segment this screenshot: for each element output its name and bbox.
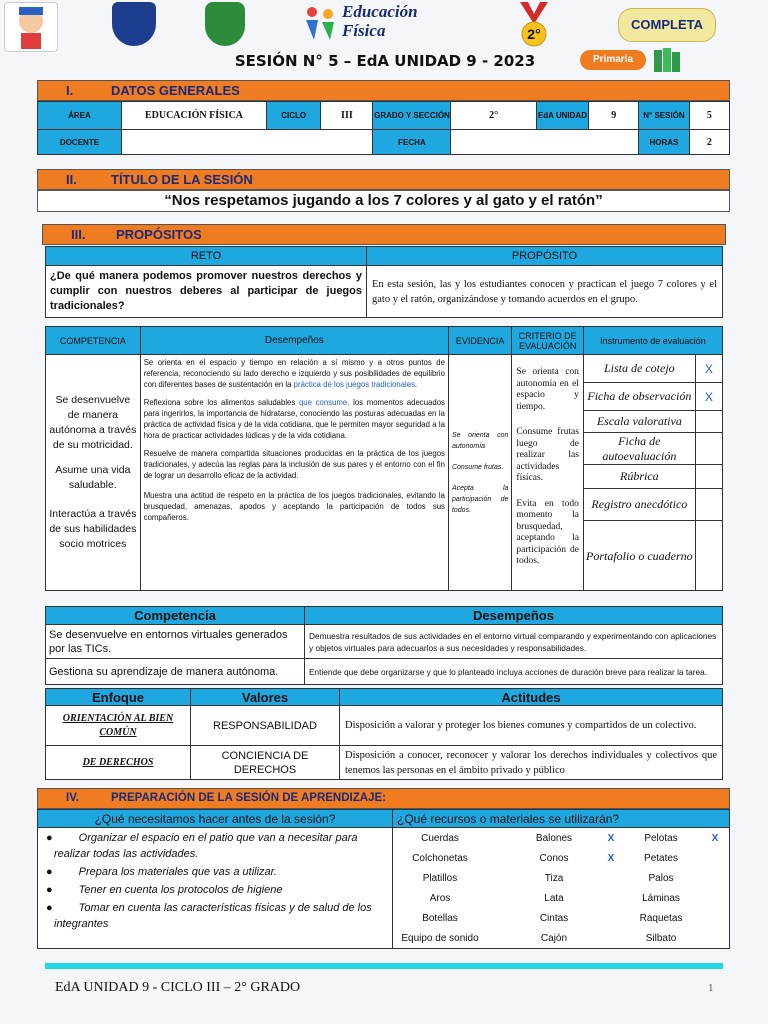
eda-value: 9	[589, 102, 639, 130]
horas-value: 2	[689, 130, 729, 155]
section-number: II.	[66, 172, 77, 187]
datos-table	[37, 101, 730, 155]
desempenos-cell	[140, 355, 448, 591]
transversal-desempeno-1: Demuestra resultados de sus actividades en el entorno virtual comparando y experimentando con aplicaciones y objetos virtuales para adecuarlos a sus necesidades y responsabilidades.	[305, 625, 723, 659]
criterio-2: Consume frutas luego de realizar las actividades físicas.	[516, 427, 579, 483]
enfoque-header: Enfoque	[46, 689, 191, 706]
instrumento-mark[interactable]	[695, 411, 722, 433]
footer-divider	[45, 963, 723, 969]
transversal-desempeno-2: Entiende que debe organizarse y que lo planteado incluya acciones de duración breve para realizar la tarea.	[305, 659, 723, 685]
instrumento-label: Escala valorativa	[583, 411, 695, 433]
actitudes-header: Actitudes	[340, 689, 723, 706]
instrumento-mark[interactable]	[695, 521, 722, 591]
instrumento-label: Registro anecdótico	[583, 489, 695, 521]
primaria-badge: Primaria	[580, 50, 646, 70]
sesion-label: N° SESIÓN	[639, 102, 690, 130]
preparacion-table	[37, 809, 730, 949]
section-number: III.	[71, 227, 86, 242]
competencias-cell	[46, 355, 141, 591]
valor-1: RESPONSABILIDAD	[191, 706, 340, 746]
section-titulo-header	[37, 169, 730, 190]
section-datos-header	[37, 80, 730, 101]
criterio-1: Se orienta con autonomía en el espacio y tiempo.	[516, 367, 579, 412]
materials-cell	[393, 828, 730, 949]
grade-badge: 2°	[527, 26, 541, 42]
material-check[interactable]: X	[711, 832, 719, 844]
material-name: Conos	[539, 852, 569, 864]
transversal-table	[45, 606, 723, 685]
material-name: Botellas	[422, 912, 458, 924]
desempeno-2c: los momentos adecuados para ingerirlos, la importancia de hidratarse, conociendo las posturas adecuadas en la práctica de actividad física y de la vida cotidiana, que le permiten mayor seguridad a la hora de practicar actividades lúdicas y de la vida cotidiana.	[143, 398, 445, 440]
section-title: DATOS GENERALES	[111, 83, 240, 98]
instrumento-label: Lista de cotejo	[583, 355, 695, 383]
material-name: Colchonetas	[412, 852, 468, 864]
competencia-3: Interactúa a través de sus habilidades socio motrices	[49, 508, 137, 550]
area-value: EDUCACIÓN FÍSICA	[121, 102, 266, 130]
material-name: Láminas	[642, 892, 680, 904]
section-title: TÍTULO DE LA SESIÓN	[111, 172, 253, 187]
enfoque-2: DE DERECHOS	[46, 746, 191, 780]
evidencia-cell	[448, 355, 511, 591]
fecha-field[interactable]	[451, 130, 639, 155]
logo-text: Educación Física	[342, 2, 418, 40]
criterio-3: Evita en todo momento la brusquedad, aceptando la participación de todos.	[516, 498, 579, 566]
footer-text: EdA UNIDAD 9 - CICLO III – 2° GRADO	[55, 980, 301, 995]
material-name: Cuerdas	[421, 832, 459, 844]
jec-logo	[618, 8, 716, 42]
jec-label: COMPLETA	[631, 17, 703, 32]
list-item	[46, 900, 388, 932]
material-name: Equipo de sonido	[401, 932, 479, 944]
antes-list	[38, 828, 393, 949]
material-name: Lata	[544, 892, 564, 904]
material-check[interactable]	[487, 928, 507, 948]
section-title: PREPARACIÓN DE LA SESIÓN DE APRENDIZAJE:	[111, 792, 386, 804]
docente-field[interactable]	[121, 130, 372, 155]
desempeno-2	[144, 397, 445, 441]
material-check[interactable]	[601, 928, 621, 948]
material-name: Cajón	[540, 932, 568, 944]
criterio-cell	[512, 355, 584, 591]
instrumento-mark[interactable]	[695, 465, 722, 489]
material-name: Balones	[535, 832, 573, 844]
material-name: Tiza	[544, 872, 564, 884]
evidencia-header: EVIDENCIA	[448, 327, 511, 355]
enfoque-1: ORIENTACIÓN AL BIEN COMÚN	[46, 706, 191, 746]
list-item	[46, 830, 388, 862]
eda-label: EdA UNIDAD	[536, 102, 589, 130]
material-name: Pelotas	[644, 832, 678, 844]
bullet-icon: ●	[46, 866, 53, 878]
instrumento-mark[interactable]: X	[695, 383, 722, 411]
material-name: Aros	[429, 892, 451, 904]
reto-header: RETO	[46, 247, 367, 266]
material-check[interactable]	[601, 868, 621, 888]
desempeno-2a: Reflexiona sobre los alimentos saludables	[143, 398, 299, 407]
session-title: “Nos respetamos jugando a los 7 colores y al gato y el ratón”	[37, 190, 730, 212]
instrumento-label: Rúbrica	[583, 465, 695, 489]
competencias-table	[45, 326, 723, 591]
antes-header: ¿Qué necesitamos hacer antes de la sesión?	[38, 810, 393, 828]
list-item-text: Tener en cuenta los protocolos de higiene	[78, 884, 283, 896]
actitud-2: Disposición a conocer, reconocer y valorar los derechos individuales y colectivos que tenemos las personas en el ámbito privado y público	[340, 746, 723, 780]
proposito-header: PROPÓSITO	[367, 247, 723, 266]
desempeno-2b: que consume,	[298, 398, 350, 407]
materials-table	[393, 828, 729, 948]
competencia-header: COMPETENCIA	[46, 327, 141, 355]
instrumento-mark[interactable]: X	[695, 355, 722, 383]
list-item-text: Organizar el espacio en el patio que van a necesitar para realizar todas las actividades.	[54, 832, 358, 860]
list-item-text: Tomar en cuenta las características físicas y de salud de los integrantes	[54, 902, 372, 930]
desempeno-4: Muestra una actitud de respeto en la práctica de los juegos tradicionales, evitando la brusquedad, amenazas, apodos y aceptando la participación de todos sus compañeros.	[143, 491, 445, 522]
section-number: IV.	[66, 792, 80, 804]
evidencia-1: Se orienta con autonomía	[451, 431, 509, 450]
transversal-competencia-2: Gestiona su aprendizaje de manera autónoma.	[46, 659, 305, 685]
desempeno-1a: Se orienta en el espacio y tiempo en relación a sí mismo y a otros puntos de referencia, reconociendo su lado derecho e izquierdo y sus posibilidades de equilibrio con diferentes bases de sustentación en la	[143, 358, 445, 389]
material-check[interactable]: X	[607, 852, 615, 864]
material-check[interactable]	[487, 908, 507, 928]
instrumento-label: Portafolio o cuaderno	[583, 521, 695, 591]
recursos-header: ¿Qué recursos o materiales se utilizarán?	[393, 810, 730, 828]
material-check[interactable]	[701, 928, 729, 948]
reto-text: ¿De qué manera podemos promover nuestros derechos y cumplir con nuestros deberes al participar de juegos tradicionales?	[46, 266, 367, 318]
material-name: Cintas	[539, 912, 569, 924]
mascot-logo	[4, 2, 58, 52]
material-check[interactable]	[487, 848, 507, 868]
evidencia-2: Consume frutas.	[451, 463, 504, 471]
instrumento-mark[interactable]	[695, 433, 722, 465]
list-item	[46, 882, 388, 898]
material-name: Platillos	[422, 872, 458, 884]
material-check[interactable]: X	[607, 832, 615, 844]
page-number: 1	[708, 982, 714, 994]
transversal-competencia-header: Competencia	[46, 607, 305, 625]
material-name: Silbato	[645, 932, 677, 944]
grado-label: GRADO Y SECCIÓN	[373, 102, 451, 130]
regional-shield-logo	[205, 2, 245, 46]
desempenos-header: Desempeños	[140, 327, 448, 355]
competencia-1: Se desenvuelve de manera autónoma a través de su motricidad.	[49, 394, 137, 451]
ciclo-value: III	[321, 102, 373, 130]
evidencia-3: Acepta la participación de todos.	[451, 484, 509, 514]
transversal-competencia-1: Se desenvuelve en entornos virtuales generados por las TICs.	[46, 625, 305, 659]
area-label: ÁREA	[38, 102, 122, 130]
material-check[interactable]	[701, 888, 729, 908]
page-title: SESIÓN N° 5 – EdA UNIDAD 9 - 2023	[234, 52, 536, 70]
material-check[interactable]	[701, 908, 729, 928]
material-check[interactable]	[701, 868, 729, 888]
instrumento-header: Instrumento de evaluación	[583, 327, 722, 355]
instrumento-label: Ficha de observación	[583, 383, 695, 411]
material-check[interactable]	[487, 868, 507, 888]
sesion-value: 5	[689, 102, 729, 130]
material-check[interactable]	[601, 888, 621, 908]
proposito-text: En esta sesión, las y los estudiantes conocen y practican el juego 7 colores y el gato y el ratón, organizándose y tomando acuerdos en el grupo.	[367, 266, 723, 318]
grado-value: 2°	[451, 102, 536, 130]
material-name: Raquetas	[639, 912, 683, 924]
docente-label: DOCENTE	[38, 130, 122, 155]
reto-table	[45, 246, 723, 318]
fecha-label: FECHA	[373, 130, 451, 155]
section-title: PROPÓSITOS	[116, 227, 202, 242]
material-check[interactable]	[601, 908, 621, 928]
enfoques-table	[45, 688, 723, 780]
material-name: Petates	[644, 852, 678, 864]
bullet-icon: ●	[46, 832, 53, 844]
ciclo-label: CICLO	[267, 102, 321, 130]
educacion-fisica-logo	[300, 2, 460, 46]
list-item	[46, 864, 388, 880]
header-banner	[0, 0, 768, 50]
valores-header: Valores	[191, 689, 340, 706]
transversal-desempenos-header: Desempeños	[305, 607, 723, 625]
valor-2: CONCIENCIA DE DERECHOS	[191, 746, 340, 780]
horas-label: HORAS	[639, 130, 690, 155]
desempeno-1	[144, 357, 445, 390]
section-propositos-header	[42, 224, 726, 245]
instrumento-label: Ficha de autoevaluación	[583, 433, 695, 465]
criterio-header: CRITERIO DE EVALUACIÓN	[512, 327, 584, 355]
desempeno-1b: práctica de los juegos tradicionales.	[293, 380, 418, 389]
grade-medal	[514, 2, 554, 48]
list-item-text: Prepara los materiales que vas a utilizar.	[78, 866, 277, 878]
school-shield-logo	[112, 2, 156, 46]
material-name: Palos	[648, 872, 674, 884]
desempeno-3: Resuelve de manera compartida situaciones producidas en la práctica de los juegos tradicionales, y adecúa las reglas para la inclusión de sus pares y el entorno con el fin de lograr un desarrollo eficaz de la actividad.	[143, 449, 445, 480]
material-check[interactable]	[487, 828, 507, 848]
section-preparacion-header	[37, 788, 730, 809]
competencia-2: Asume una vida saludable.	[55, 464, 131, 491]
bullet-icon: ●	[46, 902, 53, 914]
actitud-1: Disposición a valorar y proteger los bienes comunes y compartidos de un colectivo.	[340, 706, 723, 746]
material-check[interactable]	[487, 888, 507, 908]
instrumento-mark[interactable]	[695, 489, 722, 521]
section-number: I.	[66, 83, 74, 98]
book-icon	[652, 46, 684, 74]
bullet-icon: ●	[46, 884, 53, 896]
material-check[interactable]	[701, 848, 729, 868]
